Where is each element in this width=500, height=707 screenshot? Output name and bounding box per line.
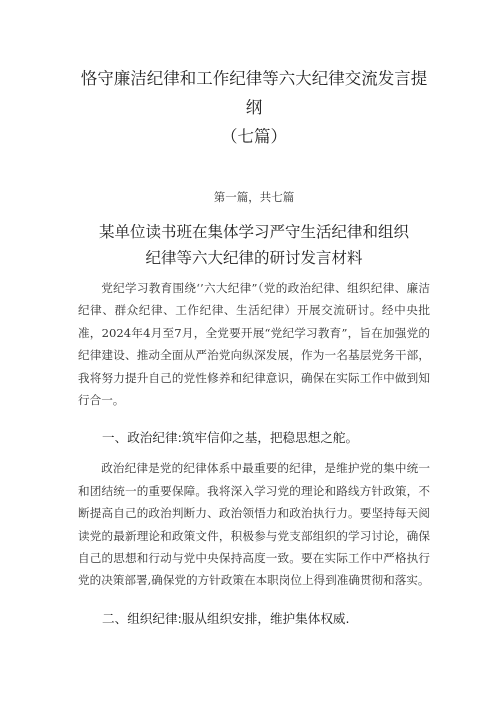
article-subtitle (78, 219, 430, 271)
section1-paragraph: 政治纪律是党的纪律体系中最重要的纪律，是维护党的集中统一和团结统一的重要保障。我将深入学习党的理论和路线方针政策，不断提高自己的政治判断力、政治领悟力和政治执行力。要坚持每天阅读党的最新理论和政策文件，积极参与党支部组织的学习讨论，确保自己的思想和行动与党中央保持高度一致。要在实际工作中严格执行党的决策部署,确保党的方针政策在本职岗位上得到准确贯彻和落实。 (78, 461, 430, 588)
intro-paragraph: 党纪学习教育围绕‘’六大纪律”（党的政治纪律、组织纪律、廉洁纪律、群众纪律、工作纪律、生活纪律）开展交流研讨。经中央批准，2024年4月至7月，全党要开展“党纪学习教育”，旨在加强党的纪律建设、推动全面从严治党向纵深发展，作为一名基层党务干部，我将努力提升自己的党性修养和纪律意识，确保在实际工作中做到知行合一。 (78, 281, 430, 408)
document-title (78, 0, 430, 151)
article-subtitle-line1: 某单位读书班在集体学习严守生活纪律和组织 (98, 223, 409, 241)
article-subtitle-line2: 纪律等六大纪律的研讨发言材料 (145, 249, 363, 267)
part-label: 第一篇，共七篇 (213, 190, 295, 204)
section1-heading: 一、政治纪律:筑牢信仰之基，把稳思想之舵。 (102, 430, 359, 446)
section2-heading: 二、组织纪律:服从组织安排，维护集体权威. (102, 610, 350, 626)
document-title-line2: （七篇） (221, 127, 287, 146)
document-title-line1: 恪守廉洁纪律和工作纪律等六大纪律交流发言提纲 (80, 69, 428, 117)
